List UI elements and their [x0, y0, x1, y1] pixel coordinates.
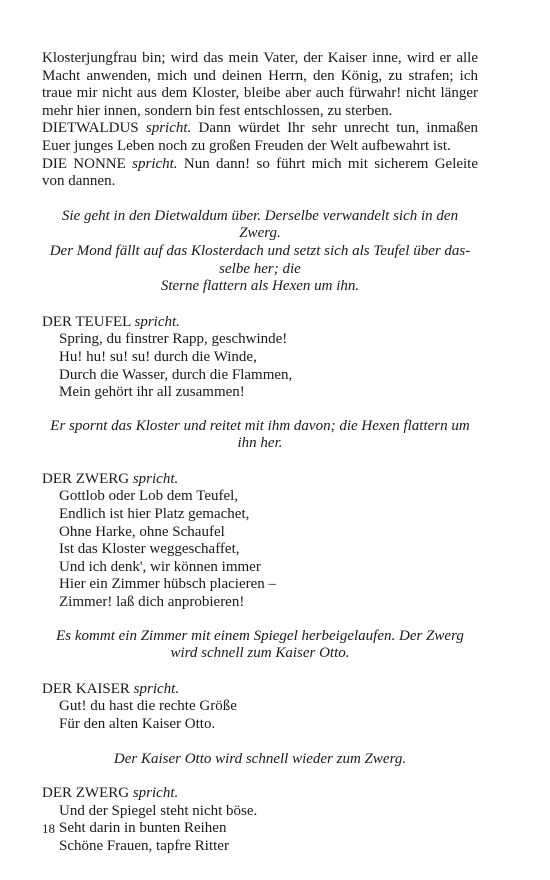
- speech-block: [42, 681, 478, 734]
- speech-block: [42, 314, 478, 402]
- stage-direction: [42, 751, 478, 769]
- stage-direction: [42, 628, 478, 663]
- prose-block: [42, 50, 478, 191]
- verse-line: Und ich denk', wir können immer: [59, 558, 261, 575]
- stage-line: ihn her.: [237, 435, 283, 452]
- verse-line: Seht darin in bunten Reihen: [59, 820, 227, 837]
- page-number: 18: [42, 821, 55, 836]
- stage-line: wird schnell zum Kaiser Otto.: [170, 645, 350, 662]
- speaker-heading: [42, 314, 478, 332]
- speech-verb: spricht.: [132, 470, 179, 487]
- speech-verb: spricht.: [134, 313, 180, 330]
- stage-line: Es kommt ein Zimmer mit einem Spiegel herbeigelaufen. Der Zwerg: [56, 627, 464, 644]
- speech-verb: spricht.: [145, 120, 192, 137]
- verse-lines: [42, 698, 478, 733]
- verse-line: Ist das Kloster weggeschaffet,: [59, 541, 240, 558]
- verse-lines: [42, 488, 478, 611]
- stage-line: selbe her; die: [219, 260, 301, 277]
- verse-line: Gut! du hast die rechte Größe: [59, 698, 237, 715]
- speaker-name: DIE NONNE: [42, 155, 126, 172]
- speech-verb: spricht.: [132, 785, 179, 802]
- speech-text: Dann würdet Ihr sehr unrecht tun, inmaßen Euer junges Leben noch zu großen Freuden der Welt aufbewahrt ist.: [42, 120, 478, 154]
- speaker-name: DER TEUFEL: [42, 313, 131, 330]
- speaker-heading: [42, 681, 478, 699]
- speaker-name: DER KAISER: [42, 680, 130, 697]
- stage-line: Der Kaiser Otto wird schnell wieder zum Zwerg.: [113, 750, 407, 767]
- verse-line: Hier ein Zimmer hübsch placieren –: [59, 576, 277, 593]
- prose-paragraph: [42, 156, 478, 191]
- stage-line: Er spornt das Kloster und reitet mit ihm davon; die Hexen flattern um: [50, 417, 470, 434]
- speaker-heading: [42, 471, 478, 489]
- verse-line: Zimmer! laß dich anprobieren!: [59, 594, 245, 611]
- speech-text: Nun dann! so führt mich mit sicherem Geleite von dannen.: [42, 155, 479, 190]
- verse-line: Mein gehört ihr all zusammen!: [59, 384, 245, 401]
- speaker-name: DER ZWERG: [42, 470, 130, 487]
- verse-lines: [42, 803, 478, 856]
- stage-line: Der Mond fällt auf das Klosterdach und setzt sich als Teufel über das-: [49, 242, 471, 259]
- verse-line: Endlich ist hier Platz gemachet,: [59, 506, 250, 523]
- stage-line: Sterne flattern als Hexen um ihn.: [160, 278, 360, 295]
- prose-paragraph: [42, 120, 478, 155]
- verse-line: Hu! hu! su! su! durch die Winde,: [59, 348, 257, 365]
- verse-lines: [42, 331, 478, 401]
- stage-line: Sie geht in den Dietwaldum über. Derselbe verwandelt sich in den Zwerg.: [61, 207, 459, 242]
- speech-verb: spricht.: [133, 680, 180, 697]
- speaker-name: DER ZWERG: [42, 785, 130, 802]
- speaker-name: DIETWALDUS: [42, 120, 139, 137]
- stage-direction: [42, 208, 478, 296]
- verse-line: Ohne Harke, ohne Schaufel: [59, 523, 225, 540]
- verse-line: Spring, du finstrer Rapp, geschwinde!: [59, 331, 288, 348]
- speech-block: [42, 471, 478, 612]
- verse-line: Schöne Frauen, tapfre Ritter: [59, 837, 229, 854]
- stage-direction: [42, 418, 478, 453]
- verse-line: Gottlob oder Lob dem Teufel,: [59, 488, 239, 505]
- prose-paragraph: Klosterjungfrau bin; wird das mein Vater, der Kaiser inne, wird er alle Macht anwenden, mich und deinen Herrn, den König, zu strafen; ich traue mir nicht aus dem Kloster, bleibe aber auch fürwahr! nicht länger mehr hier innen, sondern bin fest entschlossen, zu sterben.: [42, 50, 478, 119]
- speech-verb: spricht.: [132, 155, 178, 172]
- verse-line: Für den alten Kaiser Otto.: [59, 716, 216, 732]
- verse-line: Durch die Wasser, durch die Flammen,: [59, 366, 293, 383]
- speech-block: [42, 785, 478, 855]
- verse-line: Und der Spiegel steht nicht böse.: [59, 802, 258, 819]
- speaker-heading: [42, 785, 478, 803]
